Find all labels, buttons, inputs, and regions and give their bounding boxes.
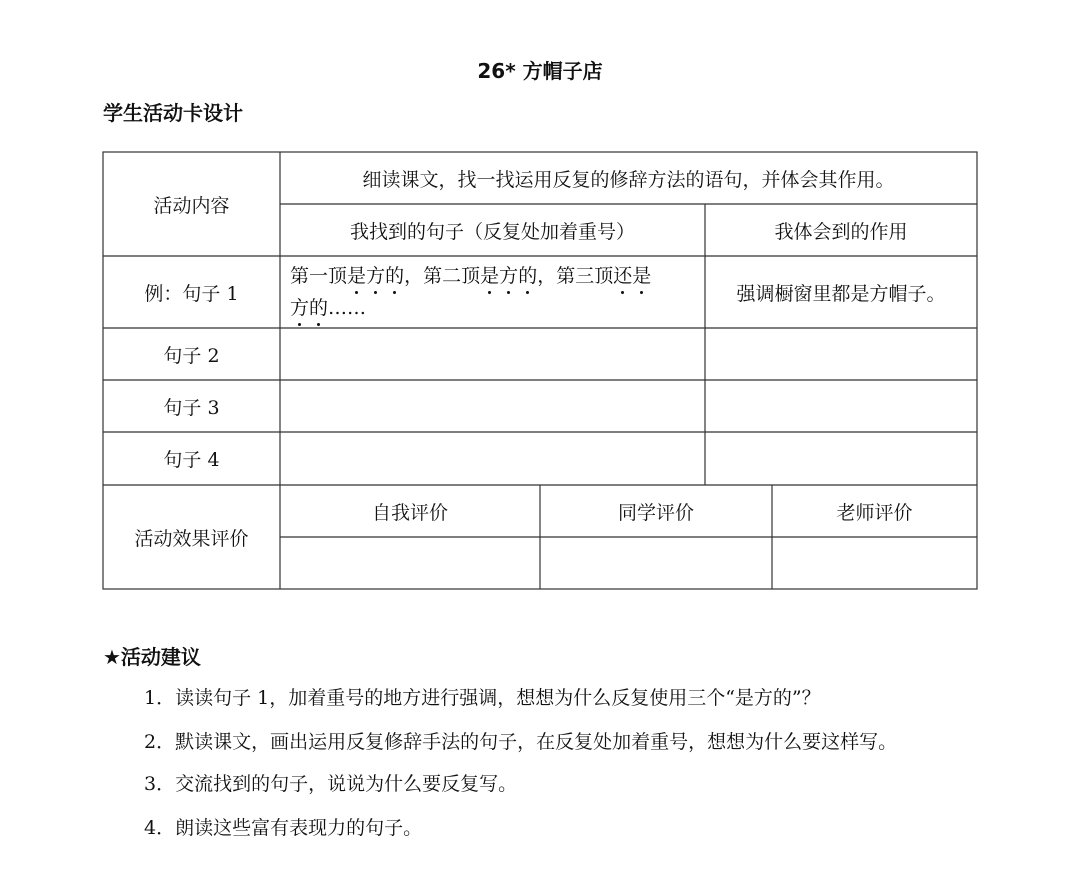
suggestion-item: 3．交流找到的句子，说说为什么要反复写。 <box>144 773 518 795</box>
emphasis-char: 第 <box>290 265 310 287</box>
suggestion-item: 4．朗读这些富有表现力的句子。 <box>144 817 423 839</box>
effect-answer-cell[interactable] <box>705 328 977 380</box>
emphasis-char: 一 <box>309 265 329 287</box>
emphasis-char: ， <box>537 265 557 287</box>
table-row-label: 句子 4 <box>163 449 220 471</box>
emphasis-char: 是 <box>480 265 500 287</box>
sentence-answer-cell[interactable] <box>280 432 705 485</box>
example-row-label: 例：句子 1 <box>144 282 239 305</box>
effect-answer-cell[interactable] <box>705 380 977 432</box>
emphasis-char: 第 <box>556 265 576 287</box>
emphasis-char: ， <box>404 265 424 287</box>
emphasis-char: 三 <box>575 265 595 287</box>
effect-answer-cell[interactable] <box>705 432 977 485</box>
example-sentence-cell <box>280 256 705 328</box>
example-effect: 强调橱窗里都是方帽子。 <box>736 282 946 305</box>
example-sentence-line1 <box>290 265 651 287</box>
table-row-label: 句子 2 <box>163 344 220 367</box>
suggestion-item: 1．读读句子 1，加着重号的地方进行强调，想想为什么反复使用三个“是方的”？ <box>144 687 821 709</box>
emphasis-char: 方 <box>366 265 386 287</box>
emphasis-char: 的 <box>309 297 329 319</box>
emphasis-char: 方 <box>290 297 310 319</box>
emphasis-char: … <box>347 297 367 319</box>
emphasis-char: 顶 <box>328 265 348 287</box>
emphasis-char: 顶 <box>461 265 481 287</box>
peer-evaluation-cell[interactable] <box>540 537 772 589</box>
self-evaluation-cell[interactable] <box>280 537 540 589</box>
evaluation-label: 活动效果评价 <box>134 527 249 550</box>
activity-content-label: 活动内容 <box>153 194 230 217</box>
suggestion-item: 2．默读课文，画出运用反复修辞手法的句子，在反复处加着重号，想想为什么要这样写。 <box>144 731 898 753</box>
suggestions-heading: ★活动建议 <box>103 645 201 669</box>
emphasis-char: 是 <box>347 265 367 287</box>
section-subtitle: 学生活动卡设计 <box>103 101 243 125</box>
emphasis-char: 方 <box>499 265 519 287</box>
peer-evaluation-header: 同学评价 <box>617 501 694 524</box>
emphasis-char: 的 <box>518 265 538 287</box>
emphasis-char: 的 <box>385 265 405 287</box>
teacher-evaluation-header: 老师评价 <box>836 501 913 524</box>
emphasis-char: … <box>328 297 348 319</box>
example-sentence <box>290 260 651 324</box>
table-row-label: 句子 3 <box>163 396 220 419</box>
sentence-answer-cell[interactable] <box>280 328 705 380</box>
emphasis-char: 是 <box>632 265 652 287</box>
teacher-evaluation-cell[interactable] <box>772 537 977 589</box>
page-title: 26* 方帽子店 <box>477 59 603 83</box>
col-header-effect: 我体会到的作用 <box>774 220 908 243</box>
emphasis-char: 还 <box>613 265 633 287</box>
example-sentence-line2 <box>290 297 366 319</box>
col-header-sentences: 我找到的句子（反复处加着重号） <box>349 220 635 243</box>
self-evaluation-header: 自我评价 <box>371 501 448 524</box>
activity-content-text: 细读课文，找一找运用反复的修辞方法的语句，并体会其作用。 <box>362 168 895 191</box>
sentence-answer-cell[interactable] <box>280 380 705 432</box>
emphasis-char: 第 <box>423 265 443 287</box>
emphasis-char: 顶 <box>594 265 614 287</box>
emphasis-char: 二 <box>442 265 462 287</box>
